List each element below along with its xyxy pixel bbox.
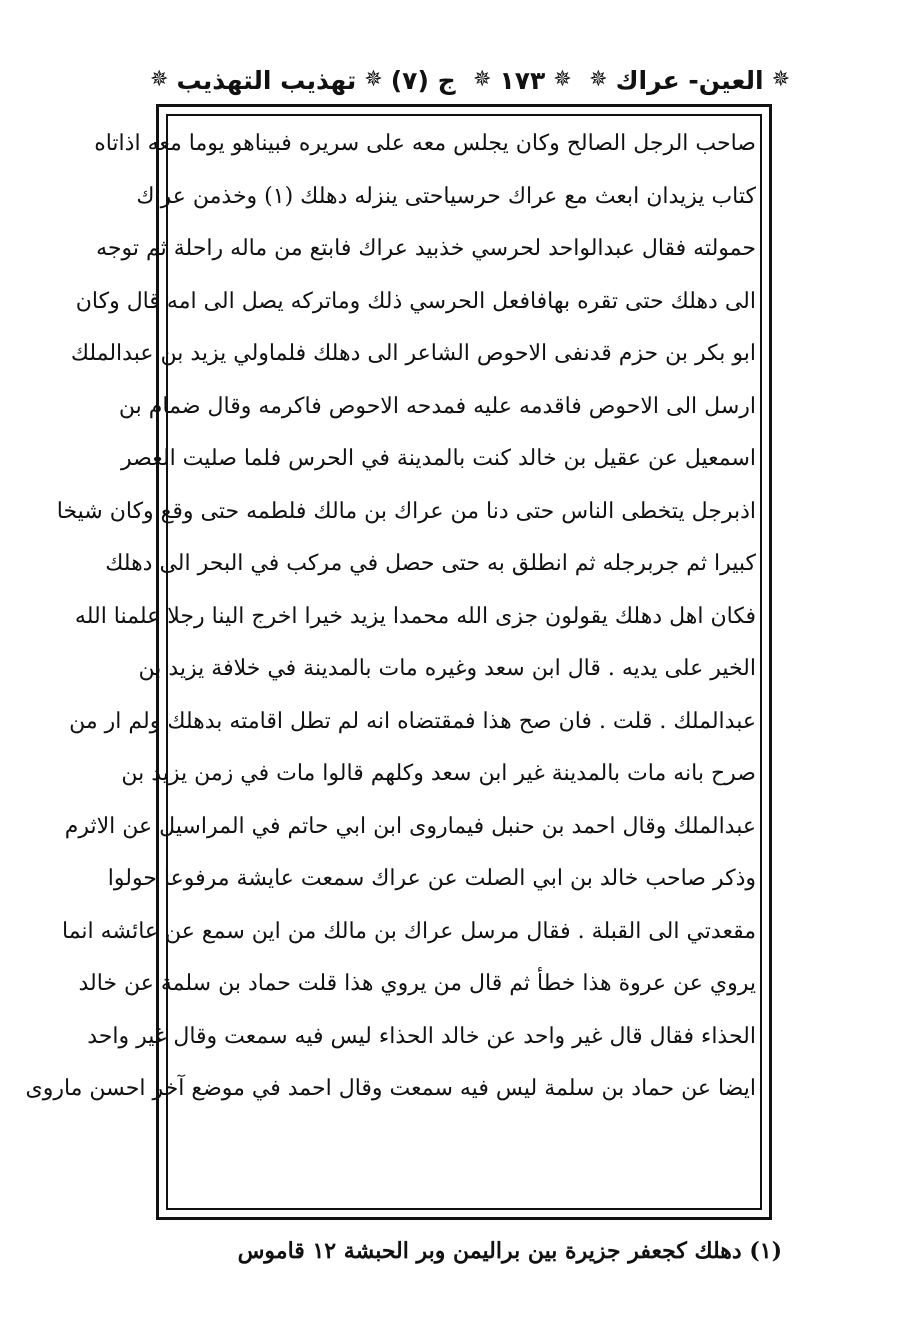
text-line: صرح بانه مات بالمدينة غير ابن سعد وكلهم قالوا مات في زمن يزيد بن (121, 761, 756, 786)
header-section-group (589, 66, 790, 95)
text-line: ارسل الى الاحوص فاقدمه عليه فمدحه الاحوص فاكرمه وقال ضمام بن (118, 393, 756, 419)
ornament-icon: ✵ (150, 67, 169, 92)
section-title: العين- عراك (615, 65, 764, 95)
text-line: يروي عن عروة هذا خطأ ثم قال من يروي هذا قلت حماد بن سلمة عن خالد (78, 971, 756, 996)
text-line: ايضا عن حماد بن سلمة ليس فيه سمعت وقال احمد في موضع آخر احسن ماروى (25, 1076, 756, 1101)
text-line: كتاب يزيدان ابعث مع عراك حرسياحتى ينزله دهلك (١) وخذمن عراك (136, 183, 756, 209)
text-line: الى دهلك حتى تقره بهافافعل الحرسي ذلك وماتركه يصل الى امه قال وكان (75, 288, 756, 314)
text-line: حمولته فقال عبدالواحد لحرسي خذبيد عراك فابتع من ماله راحلة ثم توجه (96, 236, 756, 261)
ornament-icon: ✵ (589, 67, 608, 92)
page-number: ١٧٣ (499, 65, 546, 95)
footnote: (١) دهلك كجعفر جزيرة بين براليمن وبر الحبشة ١٢ قاموس (237, 1238, 782, 1264)
header-page-group (473, 66, 572, 95)
text-line: عبدالملك . قلت . فان صح هذا فمقتضاه انه لم تطل اقامته بدهلك ولم ار من (69, 708, 756, 734)
book-title: تهذيب التهذيب (176, 65, 357, 95)
text-line: الحذاء فقال قال غير واحد عن خالد الحذاء ليس فيه سمعت وقال غير واحد (87, 1023, 756, 1049)
text-line: اسمعيل عن عقيل بن خالد كنت بالمدينة في الحرس فلما صليت العصر (121, 446, 756, 471)
text-line: كبيرا ثم جربرجله ثم انطلق به حتى حصل في مركب في البحر الى دهلك (105, 551, 756, 576)
ornament-icon: ✵ (771, 67, 790, 92)
text-line: عبدالملك وقال احمد بن حنبل فيماروى ابن ابي حاتم في المراسيل عن الاثرم (64, 813, 756, 839)
text-line: ابو بكر بن حزم قدنفى الاحوص الشاعر الى دهلك فلماولي يزيد بن عبدالملك (70, 341, 756, 366)
ornament-icon: ✵ (364, 67, 383, 92)
text-line: فكان اهل دهلك يقولون جزى الله محمدا يزيد خيرا اخرج الينا رجلا علمنا الله (74, 603, 756, 629)
page-header (150, 52, 790, 108)
text-line: مقعدتي الى القبلة . فقال مرسل عراك بن مالك من اين سمع عن عائشه انما (62, 918, 756, 944)
text-line: الخير على يديه . قال ابن سعد وغيره مات بالمدينة في خلافة يزيد بن (138, 656, 756, 681)
ornament-icon: ✵ (553, 67, 572, 92)
ornament-icon: ✵ (473, 67, 492, 92)
text-body (25, 118, 756, 1206)
header-volume-title-group (150, 66, 456, 95)
text-line: اذبرجل يتخطى الناس حتى دنا من عراك بن مالك فلطمه حتى وقع وكان شيخا (56, 498, 756, 524)
text-line: صاحب الرجل الصالح وكان يجلس معه على سريره فبيناهو يوما معه اذاتاه (94, 131, 756, 156)
text-line: وذكر صاحب خالد بن ابي الصلت عن عراك سمعت عايشة مرفوعا حولوا (107, 866, 756, 891)
volume-label: ج (٧) (390, 65, 456, 95)
